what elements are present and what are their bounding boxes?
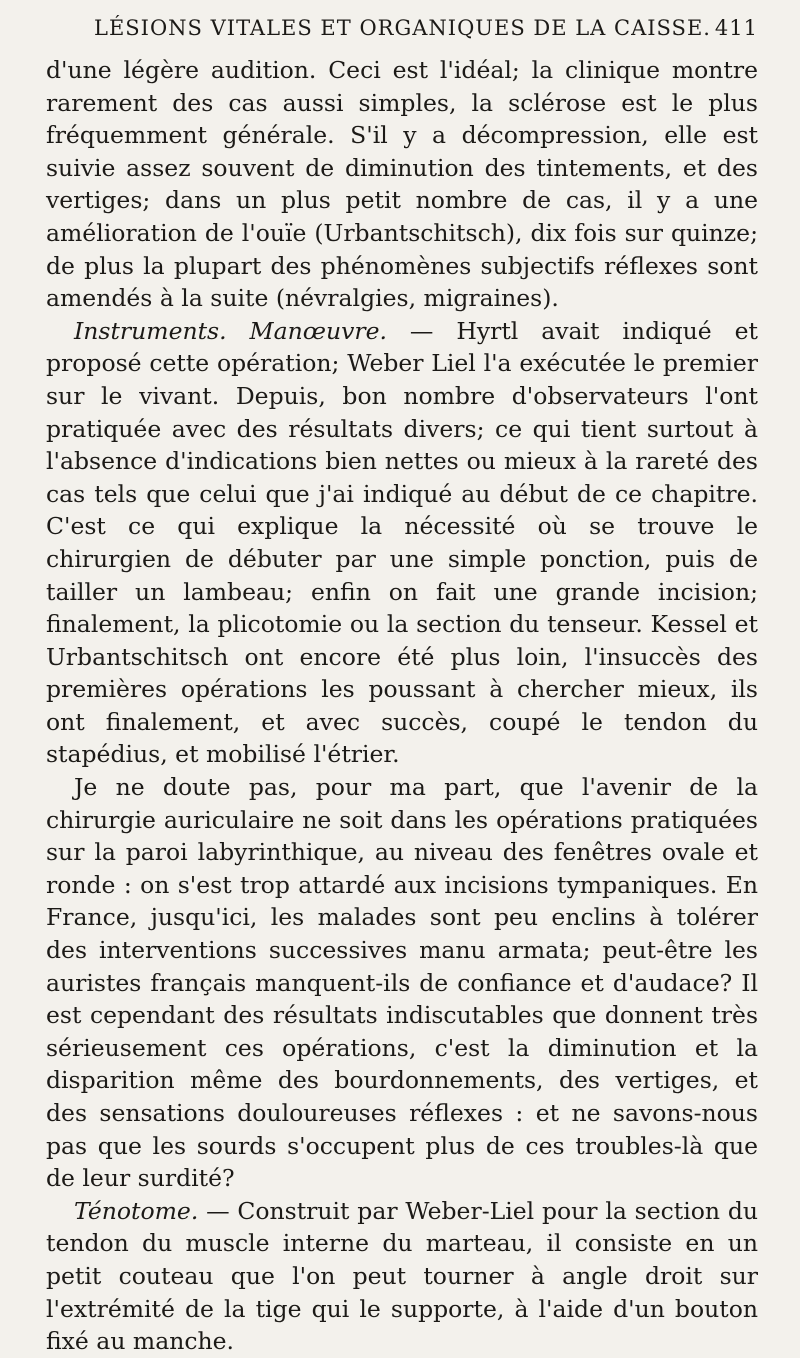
paragraph-text: Je ne doute pas, pour ma part, que l'avenir de la chirurgie auriculaire ne soit dans les opérations pratiquées sur la paroi labyrinthique, au niveau des fenêtres ovale et ronde : on s'est trop attardé aux incisions tympaniques. En France, jusqu'ici, les malades sont peu enclins à tolérer des interventions successives manu armata; peut-être les auristes français manquent-ils de confiance et d'audace? Il est cependant des résultats indiscutables que donnent très sérieusement ces opérations, c'est la diminution et la disparition même des bourdonnements, des vertiges, et des sensations douloureuses réflexes : et ne savons-nous pas que les sourds s'occupent plus de ces troubles-là que de leur surdité? — [46, 773, 758, 1193]
section-heading-instruments: Instruments. Manœuvre. — [74, 316, 387, 345]
paragraph-opinion — [46, 771, 758, 1195]
paragraph-continuation — [46, 54, 758, 315]
running-title: LÉSIONS VITALES ET ORGANIQUES DE LA CAISSE. — [94, 16, 711, 40]
page-number: 411 — [714, 16, 758, 40]
paragraph-text: — Hyrtl avait indiqué et proposé cette opération; Weber Liel l'a exécutée le premier sur le vivant. Depuis, bon nombre d'observateurs l'ont pratiquée avec des résultats divers; ce qui tient surtout à l'absence d'indications bien nettes ou mieux à la rareté des cas tels que celui que j'ai indiqué au début de ce chapitre. C'est ce qui explique la nécessité où se trouve le chirurgien de débuter par une simple ponction, puis de tailler un lambeau; enfin on fait une grande incision; finalement, la plicotomie ou la section du tenseur. Kessel et Urbantschitsch ont encore été plus loin, l'insuccès des premières opérations les poussant à chercher mieux, ils ont finalement, et avec succès, coupé le tendon du stapédius, et mobilisé l'étrier. — [46, 316, 758, 769]
paragraph-text: d'une légère audition. Ceci est l'idéal; la clinique montre rarement des cas aussi simples, la sclérose est le plus fréquemment générale. S'il y a décompression, elle est suivie assez souvent de diminution des tintements, et des vertiges; dans un plus petit nombre de cas, il y a une amélioration de l'ouïe (Urbantschitsch), dix fois sur quinze; de plus la plupart des phénomènes subjectifs réflexes sont amendés à la suite (névralgies, migraines). — [46, 56, 758, 313]
paragraph-text: — Construit par Weber-Liel pour la section du tendon du muscle interne du marteau, il consiste en un petit couteau que l'on peut tourner à angle droit sur l'extrémité de la tige qui le supporte, à l'aide d'un bouton fixé au manche. — [46, 1196, 758, 1356]
section-heading-tenotome: Ténotome. — [74, 1196, 199, 1225]
running-header — [46, 16, 758, 40]
paragraph-tenotome — [46, 1195, 758, 1358]
paragraph-instruments — [46, 315, 758, 771]
